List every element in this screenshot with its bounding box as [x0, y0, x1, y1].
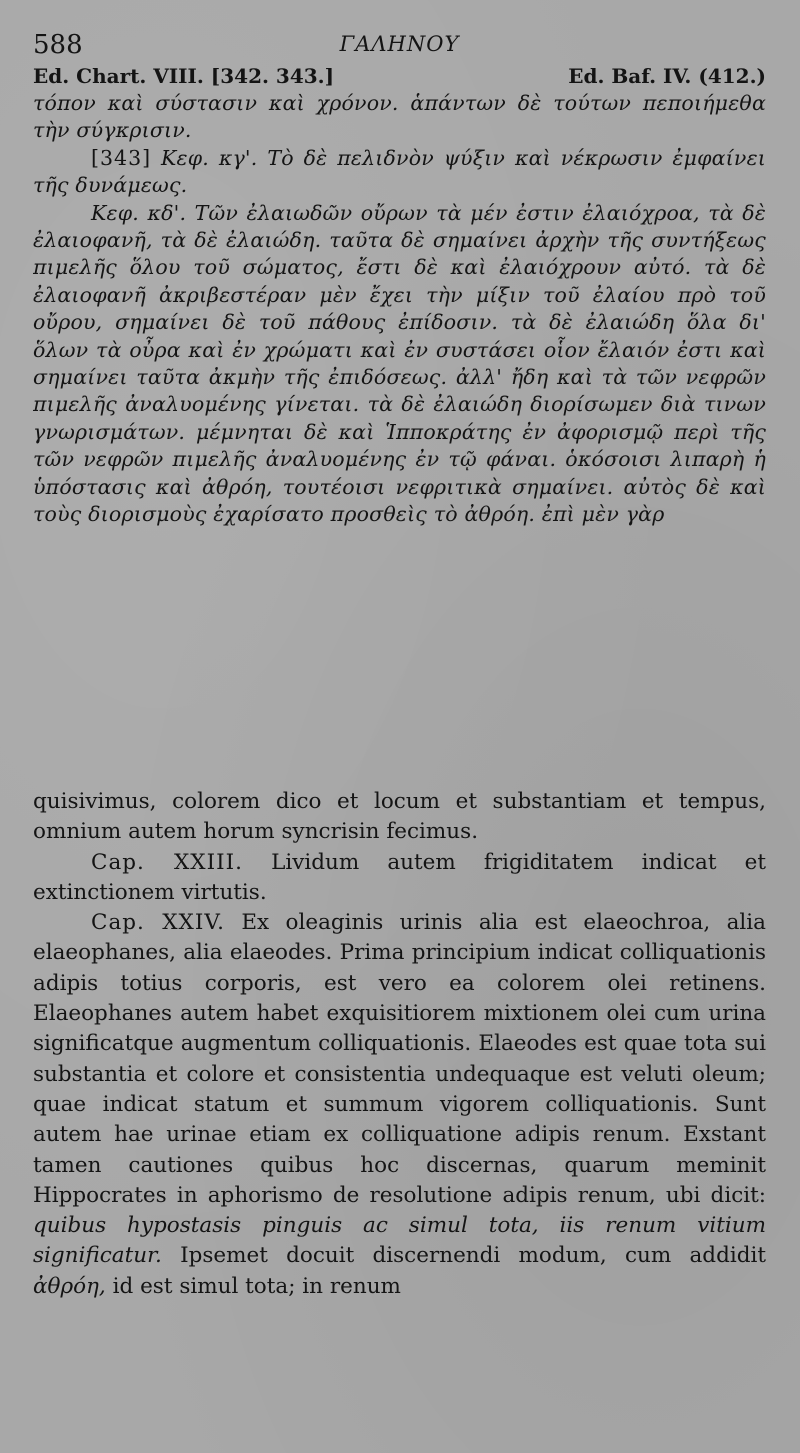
greek-paragraph-text: τόπον καὶ σύστασιν καὶ χρόνον. ἁπάντων δὲ τούτων πεποιήμεθα τὴν σύγκρισιν. — [33, 91, 766, 143]
latin-paragraph — [33, 848, 766, 909]
page-title: ΓΑΛΗΝΟΥ — [339, 32, 460, 56]
greek-paragraph-text: Τὸ δὲ πελιδνὸν ψύξιν καὶ νέκρωσιν ἐμφαίνει τῆς δυνάμεως. — [33, 145, 766, 198]
page-marker: [343] — [91, 145, 152, 170]
greek-paragraph — [33, 200, 766, 529]
latin-text-block — [33, 787, 766, 1452]
running-head — [33, 28, 766, 62]
edition-line — [33, 62, 766, 90]
latin-paragraph-text: Ipsemet docuit discernendi modum, cum addidit — [180, 1243, 766, 1269]
aphorism-quote: quibus hypostasis pinguis ac simul tota, iis renum vitium significatur. — [33, 1213, 766, 1269]
latin-paragraph-text: Lividum autem frigiditatem indicat et extinctionem virtutis. — [33, 849, 766, 905]
chapter-heading: Κεφ. κδ'. — [91, 200, 187, 225]
latin-paragraph-text: Ex oleaginis urinis alia est elaeochroa, alia elaeophanes, alia elaeodes. Prima principium indicat colliquationis adipis totius corporis, est vero ea colorem olei retinens. Elaeophanes autem habet exquisitiorem mixtionem olei cum urina significatque augmentum colliquationis. Elaeodes est quae tota sui substantia et colore et consistentia undequaque est veluti oleum; quae indicat statum et summum vigorem colliquationis. Sunt autem hae urinae etiam ex colliquatione adipis renum. Exstant tamen cautiones quibus hoc discernas, quarum meminit Hippocrates in aphorismo de resolutione adipis renum, ubi dicit: — [33, 910, 766, 1208]
latin-paragraph-text: quisivimus, colorem dico et locum et substantiam et tempus, omnium autem horum syncrisin fecimus. — [33, 789, 766, 845]
edition-basel: Ed. Baf. IV. (412.) — [568, 64, 766, 88]
edition-chartier: Ed. Chart. VIII. [342. 343.] — [33, 64, 335, 88]
chapter-heading: Cap. XXIV. — [91, 910, 225, 936]
latin-paragraph-text: id est simul tota; in renum — [112, 1273, 401, 1299]
page-number: 588 — [33, 30, 83, 60]
greek-text-block — [33, 90, 766, 775]
greek-paragraph — [33, 145, 766, 200]
chapter-heading: Κεφ. κγ'. — [160, 145, 258, 170]
greek-paragraph — [33, 90, 766, 145]
latin-paragraph — [33, 908, 766, 1302]
chapter-heading: Cap. XXIII. — [91, 849, 243, 875]
greek-paragraph-text: Τῶν ἐλαιωδῶν οὔρων τὰ μέν ἐστιν ἐλαιόχροα, τὰ δὲ ἐλαιοφανῆ, τὰ δὲ ἐλαιώδη. ταῦτα δὲ σημαίνει ἀρχὴν τῆς συντήξεως πιμελῆς ὅλου τοῦ σώματος, ἔστι δὲ καὶ ἐλαιόχρουν αὐτό. τὰ δὲ ἐλαιοφανῆ ἀκριβεστέραν μὲν ἔχει τὴν μίξιν τοῦ ἐλαίου πρὸ τοῦ οὔρου, σημαίνει δὲ τοῦ πάθους ἐπίδοσιν. τὰ δὲ ἐλαιώδη ὅλα δι' ὅλων τὰ οὖρα καὶ ἐν χρώματι καὶ ἐν συστάσει οἷον ἔλαιόν ἐστι καὶ σημαίνει ταῦτα ἀκμὴν τῆς ἐπιδόσεως. ἀλλ' ἤδη καὶ τὰ τῶν νεφρῶν πιμελῆς ἀναλυομένης γίνεται. τὰ δὲ ἐλαιώδη διορίσωμεν διὰ τινων γνωρισμάτων. μέμνηται δὲ καὶ Ἱπποκράτης ἐν ἀφορισμῷ περὶ τῆς τῶν νεφρῶν πιμελῆς ἀναλυομένης ἐν τῷ φάναι. ὁκόσοισι λιπαρὴ ἡ ὑπόστασις καὶ ἀθρόη, τουτέοισι νεφριτικὰ σημαίνει. αὐτὸς δὲ καὶ τοὺς διορισμοὺς ἐχαρίσατο προσθεὶς τὸ ἀθρόη. ἐπὶ μὲν γὰρ — [33, 200, 766, 527]
greek-word: ἀθρόη, — [33, 1273, 106, 1299]
latin-paragraph — [33, 787, 766, 848]
